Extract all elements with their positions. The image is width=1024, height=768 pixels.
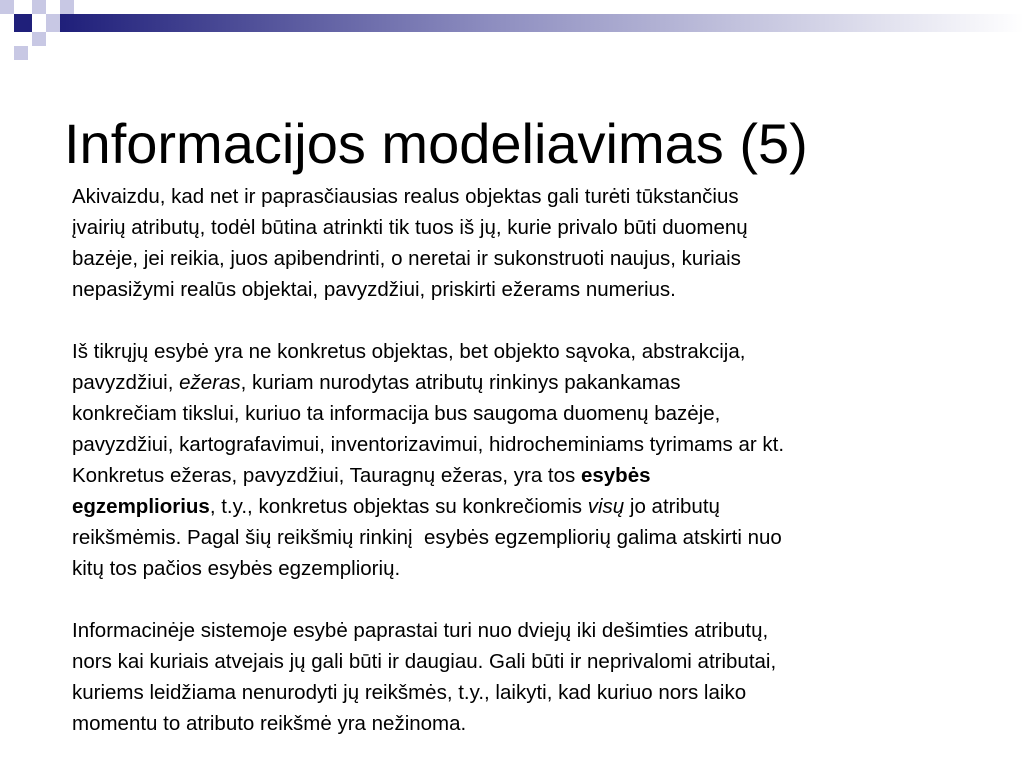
text-line: kuriems leidžiama nenurodyti jų reikšmės, t.y., laikyti, kad kuriuo nors laiko	[72, 681, 747, 704]
paragraph-1	[72, 181, 972, 305]
slide-body	[72, 181, 972, 739]
slide-header-decoration	[0, 0, 1024, 60]
deco-square	[14, 46, 28, 60]
paragraph-gap	[72, 584, 972, 615]
text-run: pavyzdžiui,	[72, 371, 180, 394]
bold-term: egzempliorius	[72, 495, 210, 518]
deco-square	[46, 14, 60, 32]
italic-term: ežeras	[179, 371, 241, 394]
text-run: Konkretus ežeras, pavyzdžiui, Tauragnų ežeras, yra tos	[72, 464, 581, 487]
text-line: konkrečiam tikslui, kuriuo ta informacija bus saugoma duomenų bazėje,	[72, 402, 721, 425]
deco-square	[60, 0, 74, 14]
text-line: pavyzdžiui, kartografavimui, inventorizavimui, hidrocheminiams tyrimams ar kt.	[72, 433, 785, 456]
text-run: , kuriam nurodytas atributų rinkinys pakankamas	[240, 371, 681, 394]
deco-square	[32, 0, 46, 14]
deco-square	[0, 0, 14, 14]
text-run: , t.y., konkretus objektas su konkrečiomis	[209, 495, 588, 518]
italic-term: visų	[587, 495, 625, 518]
text-line: nepasižymi realūs objektai, pavyzdžiui, priskirti ežerams numerius.	[72, 278, 676, 301]
deco-square	[14, 14, 32, 32]
paragraph-gap	[72, 305, 972, 336]
text-line: reikšmėmis. Pagal šių reikšmių rinkinį esybės egzempliorių galima atskirti nuo	[72, 526, 782, 549]
text-line: Informacinėje sistemoje esybė paprastai turi nuo dviejų iki dešimties atributų,	[72, 619, 769, 642]
text-line: bazėje, jei reikia, juos apibendrinti, o neretai ir sukonstruoti naujus, kuriais	[72, 247, 741, 270]
text-line: kitų tos pačios esybės egzempliorių.	[72, 557, 401, 580]
paragraph-3	[72, 615, 972, 739]
header-gradient-bar	[60, 14, 1024, 32]
text-run: jo atributų	[624, 495, 720, 518]
text-line: įvairių atributų, todėl būtina atrinkti tik tuos iš jų, kurie privalo būti duomenų	[72, 216, 748, 239]
paragraph-2	[72, 336, 972, 584]
text-line: Iš tikrųjų esybė yra ne konkretus objektas, bet objekto sąvoka, abstrakcija,	[72, 340, 746, 363]
text-line: momentu to atributo reikšmė yra nežinoma.	[72, 712, 467, 735]
text-line: Akivaizdu, kad net ir paprasčiausias realus objektas gali turėti tūkstančius	[72, 185, 739, 208]
text-line: nors kai kuriais atvejais jų gali būti ir daugiau. Gali būti ir neprivalomi atributai,	[72, 650, 777, 673]
slide-title: Informacijos modeliavimas (5)	[64, 111, 808, 175]
deco-square	[32, 32, 46, 46]
bold-term: esybės	[580, 464, 651, 487]
